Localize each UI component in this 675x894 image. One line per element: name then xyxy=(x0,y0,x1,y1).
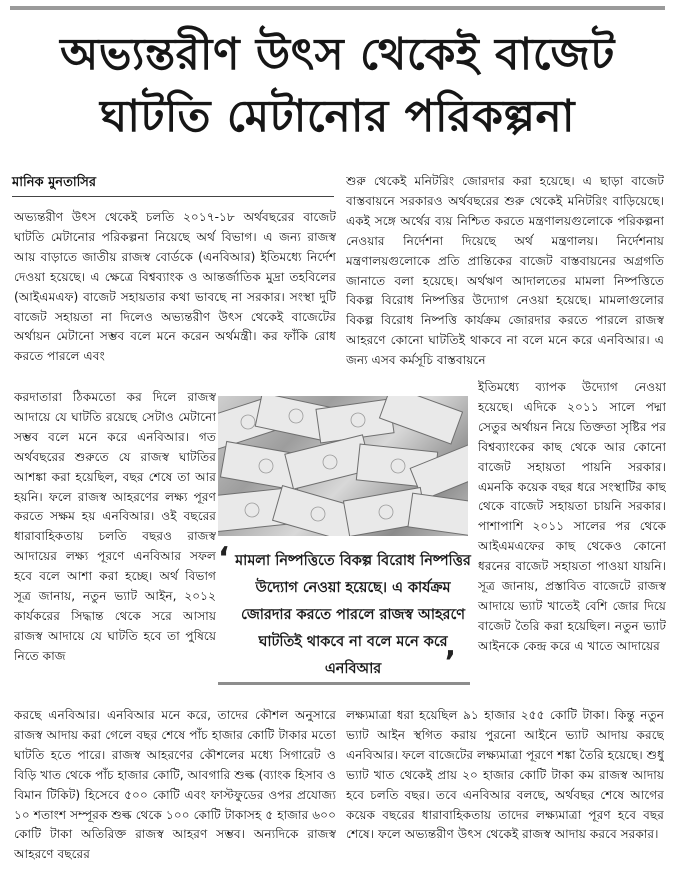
headline xyxy=(10,24,665,148)
body-column-2-bottom xyxy=(346,706,664,891)
pull-quote-text: মামলা নিষ্পত্তিতে বিকল্প বিরোধ নিষ্পত্তির উদ্যোগ নেওয়া হয়েছে। এ কার্যক্রম জোরদার করতে পারলে রাজস্ব আহরণে ঘাটতিই থাকবে না বলে মনে করে এনবিআর xyxy=(235,553,471,677)
headline-line-1: অভ্যন্তরীণ উৎস থেকেই বাজেট xyxy=(60,29,615,80)
body-paragraph: করদাতারা ঠিকমতো কর দিলে রাজস্ব আদায়ে যে ঘাটতি রয়েছে সেটাও মেটানো সম্ভব বলে মনে করে এনবিআর। গত অর্থবছরের শুরুতে যে রাজস্ব ঘাটতির আশঙ্কা করা হয়েছিল, বছর শেষে তা আর হয়নি। ফলে রাজস্ব আহরণের লক্ষ্য পূরণ করতে সক্ষম হয় এনবিআর। ওই বছরের ধারাবাহিকতায় চলতি বছরও রাজস্ব আদায়ের লক্ষ্য পূরণে এনবিআর সফল হবে বলে আশা করা হচ্ছে। অর্থ বিভাগ সূত্র জানায়, নতুন ভ্যাট আইন, ২০১২ কার্যকরের সিদ্ধান্ত থেকে সরে আসায় রাজস্ব আদায়ে যে ঘাটতি হবে তা পুষিয়ে নিতে কাজ xyxy=(14,390,216,663)
banknotes-illustration xyxy=(218,396,468,536)
pull-quote xyxy=(216,538,474,686)
body-paragraph: শুরু থেকেই মনিটরিং জোরদার করা হয়েছে। এ ছাড়া বাজেট বাস্তবায়নে সরকারও অর্থবছরের শুরু থেকেই মনিটরিং বাড়িয়েছে। একই সঙ্গে অর্থের ব্যয় নিশ্চিত করতে মন্ত্রণালয়গুলোকে পরিকল্পনা নেওয়ার নির্দেশনা দিয়েছে অর্থ মন্ত্রণালয়। নির্দেশনায় মন্ত্রণালয়গুলোকে প্রতি প্রান্তিকের বাজেট বাস্তবায়নের অগ্রগতি জানাতে বলা হয়েছে। অর্থঋণ আদালতের মামলা নিষ্পত্তিতে বিকল্প বিরোধ নিষ্পত্তির উদ্যোগ নেওয়া হয়েছে। মামলাগুলোর বিকল্প বিরোধ নিষ্পত্তি কার্যক্রম জোরদার করতে পারলে রাজস্ব আহরণে কোনো ঘাটতিই থাকবে না বলে মনে করে এনবিআর। এ জন্য এসব কর্মসূচি বাস্তবায়নে xyxy=(346,174,664,368)
banknotes-photo xyxy=(218,396,468,536)
body-paragraph: করছে এনবিআর। এনবিআর মনে করে, তাদের কৌশল অনুসারে রাজস্ব আদায় করা গেলে বছর শেষে পাঁচ হাজার কোটি টাকার মতো ঘাটতি হতে পারে। রাজস্ব আহরণের কৌশলের মধ্যে সিগারেট ও বিড়ি খাত থেকে পাঁচ হাজার কোটি, আবগারি শুল্ক (ব্যাংক হিসাব ও বিমান টিকিট) হিসেবে ৫০০ কোটি এবং ফাস্টফুডের ওপর প্রযোজ্য ১০ শতাংশ সম্পূরক শুল্ক থেকে ১০০ কোটি টাকাসহ ৫ হাজার ৬০০ কোটি টাকা অতিরিক্ত রাজস্ব আহরণ সম্ভব। অন্যদিকে রাজস্ব আহরণে বছরের xyxy=(14,708,336,862)
byline: মানিক মুনতাসির xyxy=(12,172,334,197)
top-rule xyxy=(10,6,665,10)
body-column-1-bottom xyxy=(14,706,336,891)
body-paragraph: লক্ষ্যমাত্রা ধরা হয়েছিল ৯১ হাজার ২৫৫ কোটি টাকা। কিন্তু নতুন ভ্যাট আইন স্থগিত করায় পুরনো আইনে ভ্যাট আদায় করছে এনবিআর। ফলে বাজেটের লক্ষ্যমাত্রা পূরণে শঙ্কা তৈরি হয়েছে। শুধু ভ্যাট খাত থেকেই প্রায় ২০ হাজার কোটি টাকা কম রাজস্ব আদায় হবে চলতি বছর। তবে এনবিআর বলছে, অর্থবছর শেষে আগের কয়েক বছরের ধারাবাহিকতায় তাদের লক্ষ্যমাত্রা পূরণ হবে বছর শেষে। ফলে অভ্যন্তরীণ উৎস থেকেই রাজস্ব আদায় করবে সরকার। xyxy=(346,708,664,842)
body-column-2-middle xyxy=(478,378,666,710)
body-paragraph: ইতিমধ্যে ব্যাপক উদ্যোগ নেওয়া হয়েছে। এদিকে ২০১১ সালে পদ্মা সেতুর অর্থায়ন নিয়ে তিক্ততা সৃষ্টির পর বিশ্বব্যাংকের কাছ থেকে আর কোনো বাজেট সহায়তা পায়নি সরকার। এমনকি কয়েক বছর ধরে সংস্থাটির কাছ থেকে বাজেট সহায়তা চায়নি সরকার। পাশাপাশি ২০১১ সালের পর থেকে আইএমএফের কাছ থেকেও কোনো ধরনের বাজেট সহায়তা পাওয়া যায়নি। সূত্র জানায়, প্রস্তাবিত বাজেটে রাজস্ব আদায়ে ভ্যাট খাতেই বেশি জোর দিয়ে বাজেট তৈরি করা হয়েছিল। নতুন ভ্যাট আইনকে কেন্দ্র করে এ খাতে আদায়ের xyxy=(478,380,666,653)
open-quote-mark: ‘ xyxy=(218,541,230,576)
pull-quote-rule xyxy=(218,682,470,685)
headline-line-2: ঘাটতি মেটানোর পরিকল্পনা xyxy=(100,91,575,142)
body-column-1-top xyxy=(14,208,336,396)
close-quote-mark: ’ xyxy=(444,645,456,680)
body-paragraph: অভ্যন্তরীণ উৎস থেকেই চলতি ২০১৭-১৮ অর্থবছরের বাজেট ঘাটতি মেটানোর পরিকল্পনা নিয়েছে অর্থ বিভাগ। এ জন্য রাজস্ব আয় বাড়াতে জাতীয় রাজস্ব বোর্ডকে (এনবিআর) ইতিমধ্যে নির্দেশ দেওয়া হয়েছে। এ ক্ষেত্রে বিশ্বব্যাংক ও আন্তর্জাতিক মুদ্রা তহবিলের (আইএমএফ) বাজেট সহায়তার কথা ভাবছে না সরকার। সংস্থা দুটি বাজেট সহায়তা না দিলেও অভ্যন্তরীণ উৎস থেকেই বাজেটের অর্থায়ন মেটানো সম্ভব বলে মনে করেন অর্থমন্ত্রী। কর ফাঁকি রোধ করতে পারলে এবং xyxy=(14,210,336,364)
body-column-1-middle xyxy=(14,388,216,710)
body-column-2-top xyxy=(346,172,664,378)
